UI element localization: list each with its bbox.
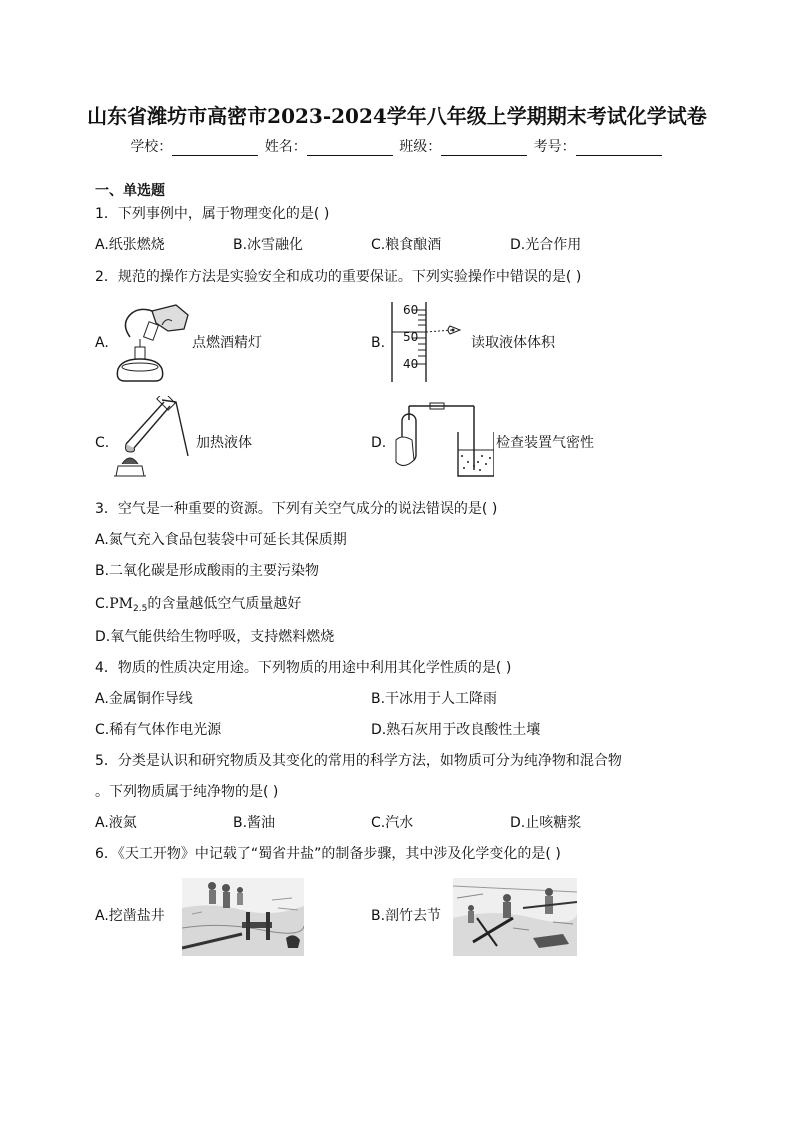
class-blank[interactable]: [441, 141, 527, 156]
alcohol-lamp-figure: [110, 303, 195, 383]
question-1-stem: 1．下列事例中，属于物理变化的是( ): [95, 206, 330, 222]
school-label: 学校：: [130, 139, 173, 155]
q2-option-b-label[interactable]: B.: [371, 335, 386, 351]
q3-option-c[interactable]: [95, 595, 301, 618]
question-3-stem: 3．空气是一种重要的资源。下列有关空气成分的说法错误的是( ): [95, 501, 498, 517]
q5-option-c[interactable]: C.汽水: [371, 815, 414, 831]
question-5-stem-line2: 。下列物质属于纯净物的是( ): [95, 784, 279, 800]
class-label: 班级：: [399, 139, 442, 155]
question-6-stem: 6．《天工开物》中记载了“蜀省井盐”的制备步骤，其中涉及化学变化的是( ): [95, 846, 561, 862]
graduated-cylinder-figure: [388, 302, 468, 384]
pm-formula: PM: [109, 596, 133, 612]
q3-option-c-prefix: C.: [95, 596, 110, 612]
question-5-stem-line1: 5．分类是认识和研究物质及其变化的常用的科学方法，如物质可分为纯净物和混合物: [95, 753, 622, 769]
exam-no-label: 考号：: [533, 139, 576, 155]
question-2-stem: 2．规范的操作方法是实验安全和成功的重要保证。下列实验操作中错误的是( ): [95, 269, 582, 285]
pm-subscript: 2.5: [133, 604, 148, 614]
school-blank[interactable]: [172, 141, 258, 156]
q2-option-c-caption: 加热液体: [196, 435, 252, 451]
q6-option-b[interactable]: B.剖竹去节: [371, 908, 442, 924]
cylinder-tick-60: 60: [403, 303, 419, 317]
q2-option-c-label[interactable]: C.: [95, 435, 110, 451]
q1-option-c[interactable]: C.粮食酿酒: [371, 237, 442, 253]
q4-option-d[interactable]: D.熟石灰用于改良酸性土壤: [371, 722, 541, 738]
q2-option-d-label[interactable]: D.: [371, 435, 387, 451]
q1-option-a[interactable]: A.纸张燃烧: [95, 237, 165, 253]
name-blank[interactable]: [307, 141, 393, 156]
q2-option-d-caption: 检查装置气密性: [496, 435, 594, 451]
q1-option-d[interactable]: D.光合作用: [510, 237, 582, 253]
exam-no-blank[interactable]: [576, 141, 662, 156]
q6-option-a[interactable]: A.挖凿盐井: [95, 908, 165, 924]
cylinder-tick-50: 50: [403, 330, 419, 344]
q4-option-c[interactable]: C.稀有气体作电光源: [95, 722, 222, 738]
q5-option-d[interactable]: D.止咳糖浆: [510, 815, 582, 831]
student-info-line: [0, 136, 794, 156]
q4-option-b[interactable]: B.干冰用于人工降雨: [371, 691, 498, 707]
bamboo-splitting-illustration: [453, 878, 577, 960]
question-4-stem: 4．物质的性质决定用途。下列物质的用途中利用其化学性质的是( ): [95, 660, 512, 676]
salt-well-digging-illustration: [182, 878, 304, 960]
q2-option-a-caption: 点燃酒精灯: [192, 335, 262, 351]
q4-option-a[interactable]: A.金属铜作导线: [95, 691, 193, 707]
cylinder-tick-40: 40: [403, 357, 419, 371]
q3-option-b[interactable]: B.二氧化碳是形成酸雨的主要污染物: [95, 563, 320, 579]
q2-option-a-label[interactable]: A.: [95, 335, 109, 351]
name-label: 姓名：: [264, 139, 307, 155]
q5-option-b[interactable]: B.酱油: [233, 815, 276, 831]
q2-option-b-caption: 读取液体体积: [471, 335, 555, 351]
q1-option-b[interactable]: B.冰雪融化: [233, 237, 304, 253]
q3-option-a[interactable]: A.氮气充入食品包装袋中可延长其保质期: [95, 532, 347, 548]
q3-option-c-text: 的含量越低空气质量越好: [147, 596, 302, 612]
q5-option-a[interactable]: A.液氮: [95, 815, 137, 831]
page-title: 山东省潍坊市高密市2023-2024学年八年级上学期期末考试化学试卷: [87, 104, 707, 128]
heating-liquid-figure: [108, 396, 193, 478]
q3-option-d[interactable]: D.氧气能供给生物呼吸，支持燃料燃烧: [95, 629, 335, 645]
section-heading: 一、单选题: [95, 183, 165, 199]
airtightness-check-figure: [394, 400, 494, 480]
